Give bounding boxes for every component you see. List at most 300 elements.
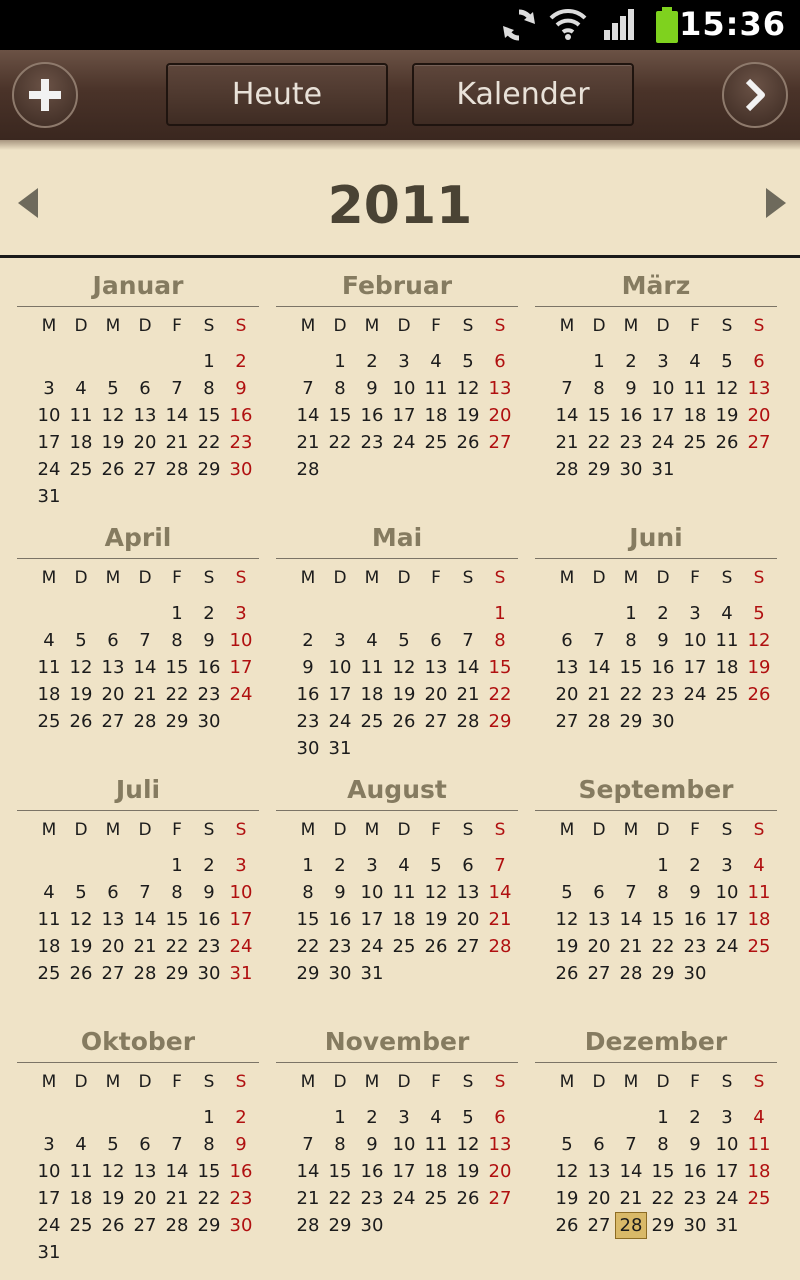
day-cell[interactable]: 15: [165, 657, 189, 678]
day-cell[interactable]: 27: [101, 711, 125, 732]
day-cell[interactable]: 14: [165, 1161, 189, 1182]
month-4[interactable]: [17, 520, 259, 765]
day-cell[interactable]: 30: [683, 1215, 707, 1236]
day-cell[interactable]: 25: [37, 711, 61, 732]
day-cell[interactable]: 29: [296, 963, 320, 984]
day-cell[interactable]: 7: [139, 882, 151, 903]
month-12[interactable]: [535, 1024, 777, 1269]
day-cell[interactable]: 6: [753, 351, 765, 372]
day-cell[interactable]: 29: [165, 963, 189, 984]
day-cell[interactable]: 12: [424, 882, 448, 903]
day-cell[interactable]: 18: [69, 1188, 93, 1209]
day-cell[interactable]: 13: [587, 1161, 611, 1182]
day-cell[interactable]: 21: [296, 1188, 320, 1209]
day-cell[interactable]: 26: [69, 963, 93, 984]
day-cell[interactable]: 25: [424, 1188, 448, 1209]
day-cell[interactable]: 6: [494, 351, 506, 372]
day-cell[interactable]: 22: [651, 936, 675, 957]
day-cell[interactable]: 12: [715, 378, 739, 399]
day-cell[interactable]: 11: [69, 405, 93, 426]
day-cell[interactable]: 4: [366, 630, 378, 651]
day-cell[interactable]: 29: [197, 459, 221, 480]
day-cell[interactable]: 7: [593, 630, 605, 651]
day-cell[interactable]: 12: [69, 909, 93, 930]
day-cell[interactable]: 8: [203, 1134, 215, 1155]
day-cell[interactable]: 26: [747, 684, 771, 705]
day-cell[interactable]: 20: [133, 432, 157, 453]
day-cell[interactable]: 20: [456, 909, 480, 930]
day-cell[interactable]: 30: [229, 459, 253, 480]
day-cell[interactable]: 25: [747, 936, 771, 957]
day-cell[interactable]: 13: [488, 1134, 512, 1155]
day-cell[interactable]: 5: [107, 378, 119, 399]
day-cell[interactable]: 3: [721, 1107, 733, 1128]
month-1[interactable]: [17, 268, 259, 513]
day-cell[interactable]: 24: [360, 936, 384, 957]
day-cell[interactable]: 25: [69, 459, 93, 480]
calendar-button[interactable]: Kalender: [412, 63, 634, 126]
day-cell[interactable]: 19: [101, 432, 125, 453]
day-cell[interactable]: 6: [593, 1134, 605, 1155]
month-9[interactable]: [535, 772, 777, 1017]
day-cell[interactable]: 20: [101, 936, 125, 957]
day-cell[interactable]: 23: [328, 936, 352, 957]
day-cell[interactable]: 21: [619, 1188, 643, 1209]
day-cell[interactable]: 21: [555, 432, 579, 453]
day-cell[interactable]: 28: [165, 1215, 189, 1236]
day-cell[interactable]: 8: [334, 1134, 346, 1155]
day-cell[interactable]: 10: [229, 882, 253, 903]
day-cell[interactable]: 13: [587, 909, 611, 930]
day-cell[interactable]: 28: [165, 459, 189, 480]
day-cell[interactable]: 28: [133, 711, 157, 732]
day-cell[interactable]: 6: [139, 1134, 151, 1155]
day-cell[interactable]: 13: [456, 882, 480, 903]
day-cell[interactable]: 8: [302, 882, 314, 903]
day-cell[interactable]: 18: [424, 405, 448, 426]
day-cell[interactable]: 14: [456, 657, 480, 678]
day-cell[interactable]: 18: [69, 432, 93, 453]
day-cell[interactable]: 12: [456, 1134, 480, 1155]
day-cell[interactable]: 24: [715, 1188, 739, 1209]
day-cell[interactable]: 10: [392, 1134, 416, 1155]
day-cell[interactable]: 6: [494, 1107, 506, 1128]
day-cell[interactable]: 12: [555, 909, 579, 930]
day-cell[interactable]: 16: [197, 657, 221, 678]
day-cell[interactable]: 13: [133, 1161, 157, 1182]
day-cell[interactable]: 14: [619, 909, 643, 930]
day-cell[interactable]: 21: [296, 432, 320, 453]
day-cell[interactable]: 21: [456, 684, 480, 705]
day-cell[interactable]: 26: [101, 459, 125, 480]
day-cell[interactable]: 8: [203, 378, 215, 399]
day-cell[interactable]: 2: [334, 855, 346, 876]
day-cell[interactable]: 14: [587, 657, 611, 678]
day-cell[interactable]: 19: [456, 1161, 480, 1182]
day-cell[interactable]: 18: [747, 1161, 771, 1182]
day-cell[interactable]: 2: [235, 351, 247, 372]
day-cell[interactable]: 12: [101, 405, 125, 426]
day-cell[interactable]: 8: [593, 378, 605, 399]
day-cell[interactable]: 31: [360, 963, 384, 984]
day-cell[interactable]: 21: [488, 909, 512, 930]
day-cell[interactable]: 12: [456, 378, 480, 399]
day-cell[interactable]: 10: [360, 882, 384, 903]
day-cell[interactable]: 30: [197, 711, 221, 732]
day-cell[interactable]: 16: [328, 909, 352, 930]
day-cell[interactable]: 23: [651, 684, 675, 705]
day-cell[interactable]: 11: [37, 657, 61, 678]
day-cell[interactable]: 17: [37, 1188, 61, 1209]
month-10[interactable]: [17, 1024, 259, 1269]
day-cell[interactable]: 14: [488, 882, 512, 903]
day-cell[interactable]: 11: [37, 909, 61, 930]
day-cell[interactable]: 6: [561, 630, 573, 651]
day-cell[interactable]: 22: [488, 684, 512, 705]
day-cell[interactable]: 20: [133, 1188, 157, 1209]
day-cell[interactable]: 31: [229, 963, 253, 984]
day-cell[interactable]: 9: [366, 1134, 378, 1155]
next-button[interactable]: [722, 62, 788, 128]
day-cell[interactable]: 11: [747, 882, 771, 903]
day-cell[interactable]: 7: [494, 855, 506, 876]
day-cell[interactable]: 7: [302, 1134, 314, 1155]
day-cell[interactable]: 15: [197, 405, 221, 426]
day-cell[interactable]: 23: [360, 1188, 384, 1209]
day-cell[interactable]: 5: [398, 630, 410, 651]
day-cell[interactable]: 2: [366, 1107, 378, 1128]
day-cell[interactable]: 5: [75, 630, 87, 651]
day-cell[interactable]: 21: [133, 684, 157, 705]
day-cell[interactable]: 16: [296, 684, 320, 705]
day-cell[interactable]: 31: [37, 1242, 61, 1263]
day-cell[interactable]: 26: [392, 711, 416, 732]
day-cell[interactable]: 17: [715, 909, 739, 930]
day-cell[interactable]: 28: [456, 711, 480, 732]
day-cell[interactable]: 17: [229, 657, 253, 678]
day-cell[interactable]: 1: [171, 603, 183, 624]
day-cell[interactable]: 31: [37, 486, 61, 507]
day-cell[interactable]: 16: [229, 1161, 253, 1182]
day-cell[interactable]: 11: [392, 882, 416, 903]
day-cell[interactable]: 3: [657, 351, 669, 372]
day-cell[interactable]: 16: [360, 405, 384, 426]
day-cell[interactable]: 19: [392, 684, 416, 705]
day-cell[interactable]: 24: [328, 711, 352, 732]
day-cell[interactable]: 30: [328, 963, 352, 984]
day-cell[interactable]: 29: [165, 711, 189, 732]
day-cell[interactable]: 9: [689, 1134, 701, 1155]
day-cell[interactable]: 11: [715, 630, 739, 651]
day-cell[interactable]: 4: [75, 378, 87, 399]
day-cell[interactable]: 25: [715, 684, 739, 705]
today-button[interactable]: Heute: [166, 63, 388, 126]
day-cell[interactable]: 23: [683, 1188, 707, 1209]
day-cell[interactable]: 2: [235, 1107, 247, 1128]
day-cell[interactable]: 22: [587, 432, 611, 453]
day-cell[interactable]: 22: [197, 432, 221, 453]
day-cell[interactable]: 4: [398, 855, 410, 876]
day-cell[interactable]: 3: [398, 351, 410, 372]
day-cell[interactable]: 28: [619, 963, 643, 984]
day-cell[interactable]: 1: [657, 1107, 669, 1128]
day-cell[interactable]: 26: [555, 1215, 579, 1236]
day-cell[interactable]: 3: [366, 855, 378, 876]
day-cell[interactable]: 10: [651, 378, 675, 399]
day-cell[interactable]: 24: [651, 432, 675, 453]
day-cell[interactable]: 20: [587, 1188, 611, 1209]
day-cell[interactable]: 5: [721, 351, 733, 372]
day-cell[interactable]: 22: [197, 1188, 221, 1209]
day-cell[interactable]: 19: [555, 936, 579, 957]
month-3[interactable]: [535, 268, 777, 513]
day-cell[interactable]: 27: [424, 711, 448, 732]
day-cell[interactable]: 1: [302, 855, 314, 876]
day-cell[interactable]: 15: [619, 657, 643, 678]
day-cell[interactable]: 13: [101, 657, 125, 678]
day-cell[interactable]: 13: [424, 657, 448, 678]
day-cell[interactable]: 26: [424, 936, 448, 957]
day-cell[interactable]: 4: [753, 855, 765, 876]
day-cell[interactable]: 25: [747, 1188, 771, 1209]
day-cell[interactable]: 29: [651, 963, 675, 984]
day-cell[interactable]: 12: [555, 1161, 579, 1182]
day-cell[interactable]: 22: [619, 684, 643, 705]
day-cell[interactable]: 1: [203, 1107, 215, 1128]
day-cell[interactable]: 29: [651, 1215, 675, 1236]
day-cell[interactable]: 10: [328, 657, 352, 678]
day-cell[interactable]: 27: [587, 963, 611, 984]
day-cell[interactable]: 19: [424, 909, 448, 930]
day-cell[interactable]: 19: [747, 657, 771, 678]
day-cell[interactable]: 24: [392, 432, 416, 453]
day-cell[interactable]: 7: [625, 882, 637, 903]
day-cell[interactable]: 3: [43, 1134, 55, 1155]
day-cell[interactable]: 7: [625, 1134, 637, 1155]
day-cell[interactable]: 2: [203, 855, 215, 876]
day-cell[interactable]: 24: [229, 936, 253, 957]
day-cell[interactable]: 1: [657, 855, 669, 876]
next-year-arrow-icon[interactable]: [766, 188, 786, 218]
day-cell[interactable]: 4: [689, 351, 701, 372]
day-cell[interactable]: 18: [360, 684, 384, 705]
day-cell[interactable]: 6: [107, 882, 119, 903]
day-cell[interactable]: 15: [488, 657, 512, 678]
day-cell[interactable]: 4: [430, 1107, 442, 1128]
day-cell[interactable]: 26: [555, 963, 579, 984]
day-cell[interactable]: 22: [165, 936, 189, 957]
day-cell[interactable]: 6: [430, 630, 442, 651]
day-cell[interactable]: 28: [555, 459, 579, 480]
day-cell[interactable]: 5: [462, 351, 474, 372]
day-cell[interactable]: 4: [753, 1107, 765, 1128]
day-cell[interactable]: 3: [235, 855, 247, 876]
day-cell[interactable]: 23: [229, 1188, 253, 1209]
day-cell[interactable]: 27: [488, 1188, 512, 1209]
day-cell[interactable]: 7: [171, 378, 183, 399]
day-cell[interactable]: 14: [555, 405, 579, 426]
day-cell-today[interactable]: 28: [615, 1212, 647, 1239]
day-cell[interactable]: 13: [555, 657, 579, 678]
day-cell[interactable]: 9: [235, 378, 247, 399]
day-cell[interactable]: 18: [37, 936, 61, 957]
day-cell[interactable]: 3: [43, 378, 55, 399]
day-cell[interactable]: 14: [133, 909, 157, 930]
month-2[interactable]: [276, 268, 518, 513]
day-cell[interactable]: 15: [296, 909, 320, 930]
day-cell[interactable]: 24: [392, 1188, 416, 1209]
day-cell[interactable]: 30: [619, 459, 643, 480]
day-cell[interactable]: 1: [203, 351, 215, 372]
day-cell[interactable]: 10: [683, 630, 707, 651]
day-cell[interactable]: 29: [619, 711, 643, 732]
day-cell[interactable]: 11: [360, 657, 384, 678]
day-cell[interactable]: 17: [229, 909, 253, 930]
day-cell[interactable]: 11: [69, 1161, 93, 1182]
day-cell[interactable]: 9: [366, 378, 378, 399]
day-cell[interactable]: 15: [197, 1161, 221, 1182]
day-cell[interactable]: 16: [197, 909, 221, 930]
day-cell[interactable]: 29: [488, 711, 512, 732]
day-cell[interactable]: 14: [296, 1161, 320, 1182]
day-cell[interactable]: 2: [625, 351, 637, 372]
day-cell[interactable]: 2: [203, 603, 215, 624]
day-cell[interactable]: 8: [171, 630, 183, 651]
day-cell[interactable]: 3: [398, 1107, 410, 1128]
day-cell[interactable]: 2: [689, 855, 701, 876]
day-cell[interactable]: 1: [494, 603, 506, 624]
day-cell[interactable]: 14: [619, 1161, 643, 1182]
day-cell[interactable]: 22: [651, 1188, 675, 1209]
day-cell[interactable]: 5: [561, 1134, 573, 1155]
day-cell[interactable]: 16: [683, 1161, 707, 1182]
day-cell[interactable]: 15: [651, 1161, 675, 1182]
month-7[interactable]: [17, 772, 259, 1017]
day-cell[interactable]: 26: [456, 1188, 480, 1209]
month-8[interactable]: [276, 772, 518, 1017]
day-cell[interactable]: 4: [75, 1134, 87, 1155]
day-cell[interactable]: 23: [683, 936, 707, 957]
day-cell[interactable]: 20: [555, 684, 579, 705]
day-cell[interactable]: 9: [203, 630, 215, 651]
day-cell[interactable]: 30: [360, 1215, 384, 1236]
day-cell[interactable]: 5: [462, 1107, 474, 1128]
day-cell[interactable]: 9: [689, 882, 701, 903]
day-cell[interactable]: 24: [715, 936, 739, 957]
day-cell[interactable]: 21: [165, 432, 189, 453]
day-cell[interactable]: 22: [328, 1188, 352, 1209]
day-cell[interactable]: 8: [494, 630, 506, 651]
day-cell[interactable]: 13: [488, 378, 512, 399]
day-cell[interactable]: 7: [561, 378, 573, 399]
day-cell[interactable]: 16: [360, 1161, 384, 1182]
day-cell[interactable]: 10: [37, 405, 61, 426]
day-cell[interactable]: 4: [721, 603, 733, 624]
day-cell[interactable]: 8: [657, 1134, 669, 1155]
day-cell[interactable]: 15: [328, 405, 352, 426]
day-cell[interactable]: 11: [747, 1134, 771, 1155]
day-cell[interactable]: 27: [133, 459, 157, 480]
day-cell[interactable]: 11: [683, 378, 707, 399]
day-cell[interactable]: 4: [43, 882, 55, 903]
day-cell[interactable]: 24: [229, 684, 253, 705]
day-cell[interactable]: 16: [651, 657, 675, 678]
day-cell[interactable]: 3: [334, 630, 346, 651]
day-cell[interactable]: 24: [37, 459, 61, 480]
day-cell[interactable]: 12: [69, 657, 93, 678]
day-cell[interactable]: 20: [424, 684, 448, 705]
day-cell[interactable]: 2: [689, 1107, 701, 1128]
day-cell[interactable]: 18: [424, 1161, 448, 1182]
day-cell[interactable]: 9: [203, 882, 215, 903]
day-cell[interactable]: 12: [101, 1161, 125, 1182]
day-cell[interactable]: 17: [683, 657, 707, 678]
day-cell[interactable]: 8: [657, 882, 669, 903]
day-cell[interactable]: 15: [165, 909, 189, 930]
day-cell[interactable]: 11: [424, 1134, 448, 1155]
day-cell[interactable]: 12: [392, 657, 416, 678]
day-cell[interactable]: 7: [139, 630, 151, 651]
day-cell[interactable]: 25: [392, 936, 416, 957]
day-cell[interactable]: 24: [37, 1215, 61, 1236]
day-cell[interactable]: 15: [587, 405, 611, 426]
month-11[interactable]: [276, 1024, 518, 1269]
day-cell[interactable]: 6: [462, 855, 474, 876]
day-cell[interactable]: 30: [229, 1215, 253, 1236]
day-cell[interactable]: 5: [107, 1134, 119, 1155]
day-cell[interactable]: 13: [101, 909, 125, 930]
day-cell[interactable]: 21: [133, 936, 157, 957]
day-cell[interactable]: 18: [715, 657, 739, 678]
day-cell[interactable]: 10: [37, 1161, 61, 1182]
day-cell[interactable]: 8: [334, 378, 346, 399]
day-cell[interactable]: 4: [430, 351, 442, 372]
day-cell[interactable]: 6: [593, 882, 605, 903]
day-cell[interactable]: 28: [488, 936, 512, 957]
day-cell[interactable]: 25: [424, 432, 448, 453]
day-cell[interactable]: 1: [334, 351, 346, 372]
day-cell[interactable]: 18: [747, 909, 771, 930]
day-cell[interactable]: 19: [715, 405, 739, 426]
day-cell[interactable]: 31: [651, 459, 675, 480]
day-cell[interactable]: 20: [747, 405, 771, 426]
day-cell[interactable]: 26: [715, 432, 739, 453]
day-cell[interactable]: 13: [747, 378, 771, 399]
day-cell[interactable]: 9: [625, 378, 637, 399]
add-event-button[interactable]: [12, 62, 78, 128]
day-cell[interactable]: 14: [165, 405, 189, 426]
day-cell[interactable]: 7: [462, 630, 474, 651]
day-cell[interactable]: 3: [235, 603, 247, 624]
day-cell[interactable]: 23: [197, 684, 221, 705]
day-cell[interactable]: 29: [587, 459, 611, 480]
day-cell[interactable]: 5: [430, 855, 442, 876]
day-cell[interactable]: 21: [587, 684, 611, 705]
day-cell[interactable]: 5: [753, 603, 765, 624]
day-cell[interactable]: 3: [689, 603, 701, 624]
day-cell[interactable]: 16: [683, 909, 707, 930]
day-cell[interactable]: 1: [171, 855, 183, 876]
day-cell[interactable]: 7: [302, 378, 314, 399]
day-cell[interactable]: 21: [619, 936, 643, 957]
day-cell[interactable]: 30: [296, 738, 320, 759]
day-cell[interactable]: 27: [555, 711, 579, 732]
day-cell[interactable]: 18: [683, 405, 707, 426]
day-cell[interactable]: 29: [328, 1215, 352, 1236]
day-cell[interactable]: 19: [456, 405, 480, 426]
day-cell[interactable]: 22: [328, 432, 352, 453]
day-cell[interactable]: 28: [133, 963, 157, 984]
